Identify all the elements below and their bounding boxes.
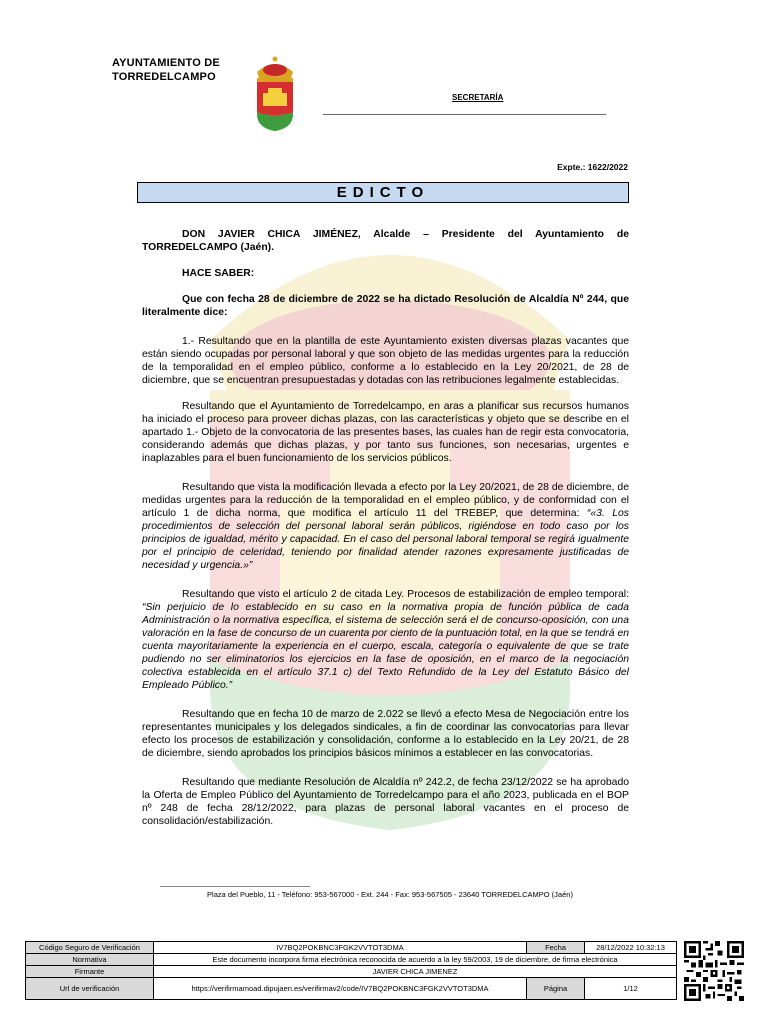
paragraph-4-quote: “Sin perjuicio de lo establecido en su caso en la normativa propia de función pública de cada Administración o la normativa específica, el sistema de selección será el de concurso-oposición, con una valoración en la fase de concurso de un cuarenta por ciento de la puntuación total, en la que se tendrá en cuenta mayoritariamente la experiencia en el cuerpo, escala, categoría o equivalente de que se trate pudiendo no ser eliminatorios los ejercicios en la fase de oposición, en el marco de la negociación colectiva establecida en el artículo 37.1 c) del Texto Refundido de la Ley del Estatuto Básico del Empleado Público.” [142,602,629,691]
table-row [26,954,677,966]
paragraph-3-quote: “«3. Los procedimientos de selección del personal laboral serán públicos, rigiéndose en todo caso por los principios de igualdad, mérito y capacidad. En el caso del personal laboral temporal se regirá igualmente por el principio de celeridad, teniendo por finalidad atender razones expresamente justificadas de necesidad y urgencia.»” [142,508,629,571]
normativa-value: Este documento incorpora firma electrónica reconocida de acuerdo a la ley 59/2003, 19 de diciembre, de firma electrónica [154,954,677,966]
date-value: 28/12/2022 10:32:13 [585,942,677,954]
paragraph-6: Resultando que mediante Resolución de Alcaldía nº 242.2, de fecha 23/12/2022 se ha aprobado la Oferta de Empleo Público del Ayuntamiento de Torredelcampo para el año 2023, publicada en el BOP nº 248 de fecha 28/12/2022, para plazas de personal laboral vacantes en el proceso de consolidación/estabilización. [142,777,629,827]
hace-saber-heading: HACE SABER: [182,268,255,279]
page-value: 1/12 [585,978,677,1000]
edict-title: EDICTO [336,184,430,201]
paragraph-3 [142,481,629,572]
file-number: Expte.: 1622/2022 [557,162,628,172]
department-underline [323,114,606,115]
paragraph-3-text: Resultando que vista la modificación llevada a efecto por la Ley 20/2021, de 28 de diciembre, de medidas urgentes para la reducción de la temporalidad en el empleo público, y de conformidad con el artículo 1 de dicha norma, que modifica el artículo 11 del TREBEP, que determina: [142,482,629,519]
edict-title-band [137,182,629,203]
footer-divider [160,886,310,887]
qr-code-icon[interactable] [684,941,744,1001]
coat-of-arms-logo [252,54,298,132]
paragraph-4 [142,588,629,692]
url-label: Url de verificación [26,978,154,1000]
signer-label: Firmante [26,966,154,978]
paragraph-5: Resultando que en fecha 10 de marzo de 2.022 se llevó a efecto Mesa de Negociación entre los representantes municipales y los delegados sindicales, a fin de coordinar las convocatorias para llevar efecto los procesos de estabilización y consolidación, conforme a lo establecido en la Ley 20/21, de 28 de diciembre, siendo aprobados los principios básicos mínimos a establecer en las convocatorias. [142,709,629,759]
edict-body [142,228,629,841]
org-line-1: AYUNTAMIENTO DE [112,57,220,69]
signer-value: JAVIER CHICA JIMENEZ [154,966,677,978]
organization-name [112,56,220,84]
table-row [26,978,677,1000]
department-label: SECRETARÍA [452,93,504,102]
paragraph-1: 1.- Resultando que en la plantilla de este Ayuntamiento existen diversas plazas vacantes que están siendo ocupadas por personal laboral y que son objeto de las medidas urgentes para la reducción de la temporalidad en el empleo público, conforme a lo establecido en la Ley 20/2021, de 28 de diciembre, que se encuentran presupuestadas y dotadas con las retribuciones legalmente establecidas. [142,336,629,386]
paragraph-2: Resultando que el Ayuntamiento de Torredelcampo, en aras a planificar sus recursos humanos ha iniciado el proceso para proveer dichas plazas, con las características y objeto que se describe en el apartado 1.- Objeto de la convocatoria de las presentes bases, las cuales han de regir esta convocatoria, considerando además que dichas plazas, y por tanto sus funciones, son necesarias, urgentes e inaplazables para el buen funcionamiento de los servicios públicos. [142,401,629,464]
csv-label: Código Seguro de Verificación [26,942,154,954]
resolution-paragraph: Que con fecha 28 de diciembre de 2022 se ha dictado Resolución de Alcaldía Nº 244, que literalmente dice: [142,294,629,318]
table-row [26,942,677,954]
footer-address: Plaza del Pueblo, 11 - Teléfono: 953-567000 - Ext. 244 - Fax: 953-567505 - 23640 TORREDELCAMPO (Jaén) [207,890,573,899]
page-label: Página [527,978,585,1000]
table-row [26,966,677,978]
intro-paragraph: DON JAVIER CHICA JIMÉNEZ, Alcalde – Presidente del Ayuntamiento de TORREDELCAMPO (Jaén). [142,229,629,253]
org-line-2: TORREDELCAMPO [112,71,216,83]
normativa-label: Normativa [26,954,154,966]
date-label: Fecha [527,942,585,954]
verification-table [25,941,677,1000]
verification-url[interactable]: https://verifirmamoad.dipujaen.es/verifirmav2/code/IV7BQ2POKBNC3FGK2VVTOT3DMA [154,978,527,1000]
paragraph-4-text: Resultando que visto el artículo 2 de citada Ley. Procesos de estabilización de empleo temporal: [182,589,629,600]
csv-value: IV7BQ2POKBNC3FGK2VVTOT3DMA [154,942,527,954]
